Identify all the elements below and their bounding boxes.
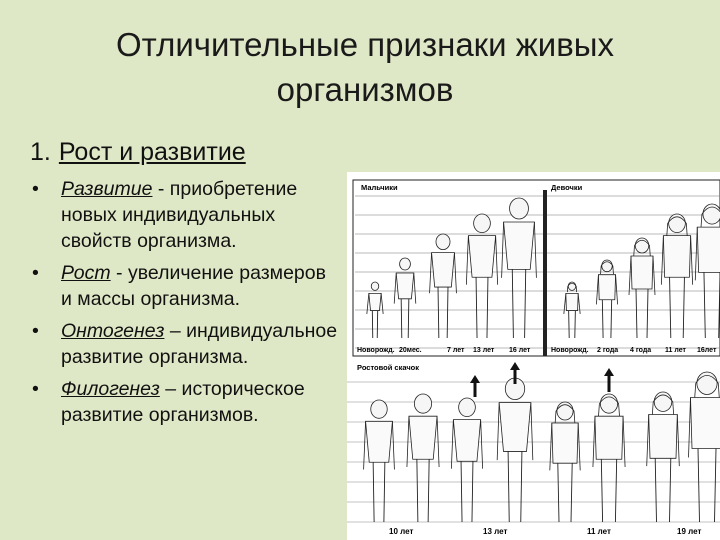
figure-torso: [499, 403, 531, 452]
figure-torso: [453, 420, 480, 462]
age-label: 11 лет: [587, 527, 611, 536]
human-figure: [451, 398, 482, 522]
boys-label: Мальчики: [361, 183, 398, 192]
figure-leg: [571, 463, 572, 522]
bullet-icon: •: [32, 378, 39, 400]
definition-text: приобретение новых индивидуальных свойств организма.: [61, 178, 298, 252]
slide-title-line-1: Отличительные признаки живых: [116, 26, 614, 63]
human-figure: [647, 392, 680, 522]
figure-arm: [407, 416, 409, 467]
growth-illustration-svg: [347, 172, 720, 540]
figure-head: [459, 398, 476, 417]
human-figure: [550, 402, 580, 522]
definition-separator: -: [110, 262, 128, 284]
figure-arm: [623, 416, 625, 467]
bullet-icon: •: [32, 320, 39, 342]
figure-arm: [689, 398, 691, 458]
figure-torso: [598, 275, 615, 300]
age-label: 2 года: [597, 347, 619, 354]
figure-torso: [504, 222, 535, 269]
definition-term: Онтогенез: [61, 320, 165, 342]
definition-item: [30, 176, 340, 254]
figure-torso: [566, 293, 578, 310]
arrow-head-icon: [604, 368, 614, 376]
figure-arm: [392, 421, 394, 469]
figure-leg: [384, 462, 385, 522]
age-label: Новорожд.: [357, 347, 395, 354]
figure-arm: [481, 420, 483, 469]
bullet-icon: •: [32, 262, 39, 284]
age-label: Новорожд.: [551, 347, 589, 354]
definition-term: Рост: [61, 262, 111, 284]
definition-text: индивидуальное развитие организма.: [61, 320, 338, 368]
figure-torso: [552, 423, 578, 463]
definition-item: [30, 376, 340, 428]
figure-arm: [451, 420, 453, 469]
figure-head: [414, 394, 431, 413]
figure-arm: [437, 416, 439, 467]
age-label: 19 лет: [677, 527, 702, 536]
figure-torso: [396, 273, 414, 299]
figure-leg: [408, 299, 409, 338]
bullet-icon: •: [32, 178, 39, 200]
human-figure: [497, 378, 533, 522]
age-label: 13 лет: [473, 347, 495, 354]
figure-leg: [670, 458, 671, 522]
figure-arm: [550, 423, 552, 470]
figure-head: [371, 400, 387, 418]
definition-list: [30, 176, 340, 434]
human-figure: [593, 394, 625, 522]
section-number: 1.: [30, 138, 51, 166]
definition-separator: -: [152, 178, 170, 200]
figure-head: [510, 198, 529, 219]
figure-torso: [595, 416, 623, 459]
figure-torso: [691, 398, 720, 449]
definition-term: Развитие: [61, 178, 153, 200]
figure-leg: [558, 463, 559, 522]
definition-separator: –: [164, 320, 187, 342]
age-label: 13 лет: [483, 527, 508, 536]
figure-head: [371, 282, 379, 290]
age-label: 11 лет: [665, 347, 686, 354]
figure-arm: [364, 421, 366, 469]
definition-separator: –: [159, 378, 182, 400]
figure-torso: [631, 256, 653, 289]
figure-torso: [369, 293, 381, 310]
figure-torso: [409, 416, 437, 459]
definition-term: Филогенез: [61, 378, 160, 400]
arrow-head-icon: [470, 375, 480, 383]
section-text: Рост и развитие: [58, 138, 246, 166]
definition-item: [30, 260, 340, 312]
figure-torso: [468, 236, 495, 278]
section-heading: [30, 136, 246, 168]
age-label: 10 лет: [389, 527, 414, 536]
bottom-age-labels: [389, 527, 701, 536]
figure-leg: [401, 299, 402, 338]
figure-torso: [649, 415, 678, 459]
figure-arm: [578, 423, 580, 470]
growth-illustration: [347, 172, 720, 540]
arrow-head-icon: [510, 362, 520, 370]
figure-leg: [428, 459, 429, 522]
figure-torso: [697, 227, 720, 272]
human-figure: [364, 400, 395, 522]
figure-head: [400, 258, 411, 270]
figure-leg: [601, 459, 602, 522]
definition-text: историческое развитие организмов.: [61, 378, 305, 426]
human-figure: [407, 394, 439, 522]
figure-torso: [432, 253, 455, 287]
girls-label: Девочки: [551, 183, 583, 192]
figure-leg: [615, 459, 616, 522]
definition-item: [30, 318, 340, 370]
age-label: 16лет: [697, 347, 717, 354]
figure-leg: [575, 311, 576, 338]
growth-spurt-label: Ростовой скачок: [357, 363, 420, 372]
figure-leg: [655, 458, 656, 522]
age-label: 16 лет: [509, 347, 531, 354]
divider-bar: [543, 190, 547, 356]
figure-arm: [531, 403, 533, 460]
figure-arm: [593, 416, 595, 467]
age-label: 4 года: [630, 347, 652, 354]
figure-torso: [663, 236, 690, 278]
figure-leg: [569, 311, 570, 338]
slide-title: [40, 22, 690, 112]
age-label: 20мес.: [399, 347, 422, 354]
definition-text: увеличение размеров и массы организма.: [61, 262, 326, 310]
figure-arm: [497, 403, 499, 460]
figure-leg: [373, 462, 374, 522]
human-figure: [689, 372, 720, 522]
figure-leg: [472, 461, 473, 522]
figure-torso: [366, 421, 393, 462]
figure-leg: [715, 449, 717, 523]
age-label: 7 лет: [447, 347, 465, 354]
slide-title-line-2: организмов: [276, 71, 454, 108]
figure-leg: [461, 461, 462, 522]
figure-head: [474, 214, 491, 233]
figure-leg: [417, 459, 418, 522]
figure-leg: [698, 449, 700, 523]
figure-head: [436, 234, 450, 250]
